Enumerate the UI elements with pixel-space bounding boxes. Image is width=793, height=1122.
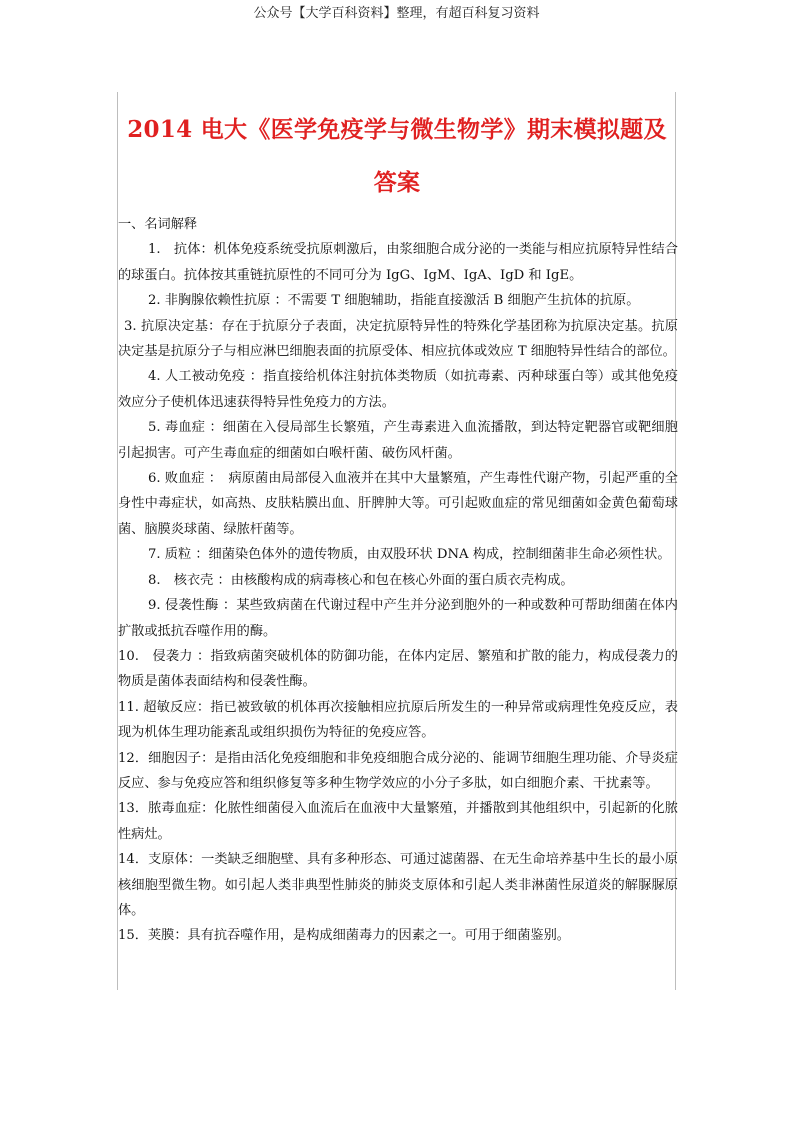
term-thymus-independent-antigen: 2. 非胸腺依赖性抗原 ：不需要 T 细胞辅助，指能直接激活 B 细胞产生抗体的抗原。 [148, 293, 640, 309]
term-antibody: 1. 抗体：机体免疫系统受抗原刺激后，由浆细胞合成分泌的一类能与相应抗原特异性结合的球蛋白。抗体按其重链抗原性的不同可分为 IgG、IgM、IgA、IgD 和 IgE。 [118, 242, 678, 283]
term-mycoplasma: 14．支原体：一类缺乏细胞壁、具有多种形态、可通过滤菌器、在无生命培养基中生长的最小原核细胞型微生物。如引起人类非典型性肺炎的肺炎支原体和引起人类非淋菌性尿道炎的解脲脲原体。 [118, 852, 678, 918]
term-antigenic-determinant: 3. 抗原决定基：存在于抗原分子表面，决定抗原特异性的特殊化学基团称为抗原决定基。抗原决定基是抗原分子与相应淋巴细胞表面的抗原受体、相应抗体或效应 T 细胞特异性结合的部位。 [118, 318, 678, 360]
term-invasiveness: 10. 侵袭力 ：指致病菌突破机体的防御功能，在体内定居、繁殖和扩散的能力，构成侵袭力的物质是菌体表面结构和侵袭性酶。 [118, 648, 678, 690]
term-invasive-enzyme: 9. 侵袭性酶 ：某些致病菌在代谢过程中产生并分泌到胞外的一种或数种可帮助细菌在体内扩散或抵抗吞噬作用的酶。 [118, 598, 678, 639]
document-body [118, 212, 678, 949]
term-plasmid: 7. 质粒 ：细菌染色体外的遗传物质，由双股环状 DNA 构成，控制细菌非生命必须性状。 [148, 547, 671, 563]
term-capsule: 15．荚膜：具有抗吞噬作用，是构成细菌毒力的因素之一。可用于细菌鉴别。 [118, 928, 570, 944]
term-toxemia: 5. 毒血症 ：细菌在入侵局部生长繁殖，产生毒素进入血流播散，到达特定靶器官或靶细胞引起损害。可产生毒血症的细菌如白喉杆菌、破伤风杆菌。 [118, 420, 678, 461]
term-artificial-passive-immunity: 4. 人工被动免疫 ：指直接给机体注射抗体类物质（如抗毒素、丙种球蛋白等）或其他免疫效应分子使机体迅速获得特异性免疫力的方法。 [118, 369, 678, 410]
term-hypersensitivity: 11. 超敏反应：指已被致敏的机体再次接触相应抗原后所发生的一种异常或病理性免疫反应，表现为机体生理功能紊乱或组织损伤为特征的免疫应答。 [118, 699, 678, 741]
term-septicemia: 6. 败血症 ： 病原菌由局部侵入血液并在其中大量繁殖，产生毒性代谢产物，引起严重的全身性中毒症状，如高热、皮肤粘膜出血、肝脾肿大等。可引起败血症的常见细菌如金黄色葡萄球菌、脑膜炎球菌、绿脓杆菌等。 [118, 471, 678, 537]
section-heading: 一、名词解释 [118, 217, 198, 232]
document-title: 2014 电大《医学免疫学与微生物学》期末模拟题及答案 [127, 116, 667, 197]
term-cytokine: 12．细胞因子：是指由活化免疫细胞和非免疫细胞合成分泌的、能调节细胞生理功能、介导炎症反应、参与免疫应答和组织修复等多种生物学效应的小分子多肽，如白细胞介素、干扰素等。 [118, 750, 678, 791]
header-note: 公众号【大学百科资料】整理，有超百科复习资料 [253, 6, 540, 21]
term-pyemia: 13．脓毒血症：化脓性细菌侵入血流后在血液中大量繁殖，并播散到其他组织中，引起新的化脓性病灶。 [118, 801, 678, 842]
term-nucleocapsid: 8. 核衣壳 ：由核酸构成的病毒核心和包在核心外面的蛋白质衣壳构成。 [148, 572, 574, 588]
